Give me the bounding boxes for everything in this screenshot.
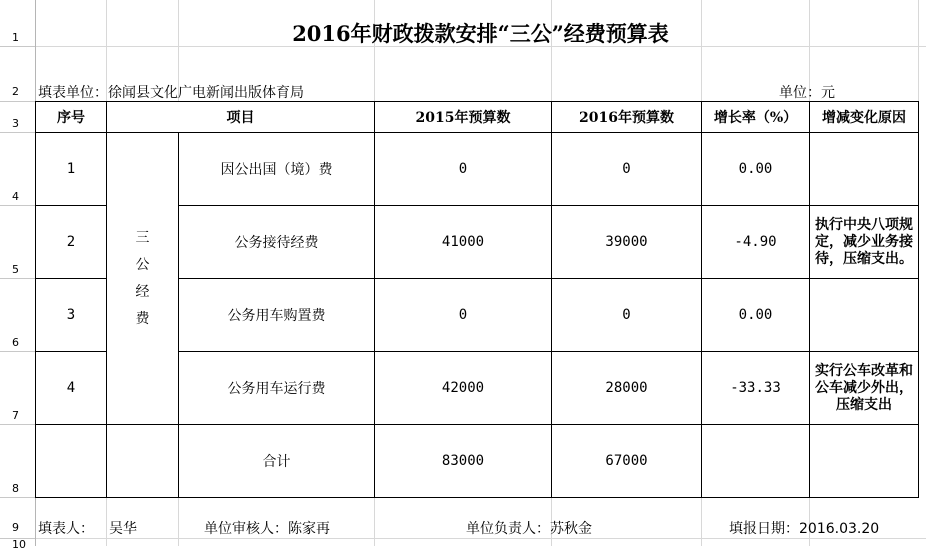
row-divider [0, 424, 35, 425]
row-divider [0, 132, 35, 133]
cell-growth[interactable]: 0.00 [702, 133, 810, 206]
cell-seq[interactable]: 2 [36, 206, 107, 279]
row-number[interactable]: 1 [12, 31, 19, 44]
cell-item[interactable]: 公务用车购置费 [179, 279, 375, 352]
currency-unit-label[interactable]: 单位：元 [779, 85, 835, 101]
header-budget-2015[interactable]: 2015年预算数 [375, 102, 552, 133]
cell-item[interactable]: 公务接待经费 [179, 206, 375, 279]
table-row [36, 133, 919, 206]
cell-item[interactable]: 公务用车运行费 [179, 352, 375, 425]
total-row [36, 425, 919, 498]
gridline [551, 0, 552, 101]
gridline [701, 0, 702, 101]
cell-budget-2015[interactable]: 42000 [375, 352, 552, 425]
cell-budget-2016[interactable]: 0 [552, 133, 702, 206]
gridline [35, 538, 926, 539]
cell-reason[interactable] [810, 279, 919, 352]
header-seq[interactable]: 序号 [36, 102, 107, 133]
cell-budget-2015[interactable]: 0 [375, 279, 552, 352]
header-change-reason[interactable]: 增减变化原因 [810, 102, 919, 133]
report-date[interactable]: 填报日期：2016.03.20 [729, 521, 880, 537]
cell-item[interactable]: 因公出国（境）费 [179, 133, 375, 206]
total-reason-empty[interactable] [810, 425, 919, 498]
reviewer-label[interactable]: 单位审核人：陈家再 [204, 521, 330, 537]
cell-seq[interactable]: 1 [36, 133, 107, 206]
header-item[interactable]: 项目 [107, 102, 375, 133]
cell-budget-2015[interactable]: 41000 [375, 206, 552, 279]
cell-growth[interactable]: -4.90 [702, 206, 810, 279]
row-number[interactable]: 10 [12, 538, 26, 551]
cell-budget-2016[interactable]: 28000 [552, 352, 702, 425]
row-number[interactable]: 2 [12, 85, 19, 98]
row-divider [0, 46, 35, 47]
header-row [36, 102, 919, 133]
row-number[interactable]: 5 [12, 263, 19, 276]
header-budget-2016[interactable]: 2016年预算数 [552, 102, 702, 133]
row-divider [0, 101, 35, 102]
cell-budget-2015[interactable]: 0 [375, 133, 552, 206]
filler-unit-label[interactable]: 填表单位：徐闻县文化广电新闻出版体育局 [38, 85, 304, 101]
gridline [374, 0, 375, 101]
row-number[interactable]: 6 [12, 336, 19, 349]
cell-budget-2016[interactable]: 39000 [552, 206, 702, 279]
total-label[interactable]: 合计 [179, 425, 375, 498]
row-number[interactable]: 3 [12, 117, 19, 130]
row-divider [0, 278, 35, 279]
gridline [918, 0, 919, 101]
category-char: 费 [135, 310, 150, 327]
preparer-name[interactable]: 吴华 [109, 521, 137, 537]
row-number[interactable]: 4 [12, 190, 19, 203]
row-number[interactable]: 8 [12, 482, 19, 495]
row-divider [0, 205, 35, 206]
total-growth-empty[interactable] [702, 425, 810, 498]
cell-category-empty[interactable] [107, 425, 179, 498]
cell-budget-2016[interactable]: 0 [552, 279, 702, 352]
cell-seq-empty[interactable] [36, 425, 107, 498]
row-divider [0, 351, 35, 352]
cell-growth[interactable]: -33.33 [702, 352, 810, 425]
principal-label[interactable]: 单位负责人：苏秋金 [466, 521, 592, 537]
category-char: 经 [135, 283, 150, 300]
cell-seq[interactable]: 3 [36, 279, 107, 352]
cell-growth[interactable]: 0.00 [702, 279, 810, 352]
cell-reason[interactable] [810, 133, 919, 206]
row-number[interactable]: 7 [12, 409, 19, 422]
category-cell[interactable] [107, 133, 179, 425]
category-char: 公 [135, 256, 150, 273]
total-budget-2015[interactable]: 83000 [375, 425, 552, 498]
row-divider [0, 497, 35, 498]
cell-seq[interactable]: 4 [36, 352, 107, 425]
header-growth-rate[interactable]: 增长率（%） [702, 102, 810, 133]
cell-reason[interactable]: 执行中央八项规定，减少业务接待，压缩支出。 [810, 206, 919, 279]
total-budget-2016[interactable]: 67000 [552, 425, 702, 498]
preparer-label[interactable]: 填表人： [38, 521, 94, 537]
sheet-title[interactable]: 2016年财政拨款安排“三公”经费预算表 [292, 21, 669, 46]
category-char: 三 [135, 229, 150, 246]
cell-reason[interactable]: 实行公车改革和公车减少外出，压缩支出 [810, 352, 919, 425]
row-number[interactable]: 9 [12, 521, 19, 534]
budget-table [35, 101, 919, 498]
